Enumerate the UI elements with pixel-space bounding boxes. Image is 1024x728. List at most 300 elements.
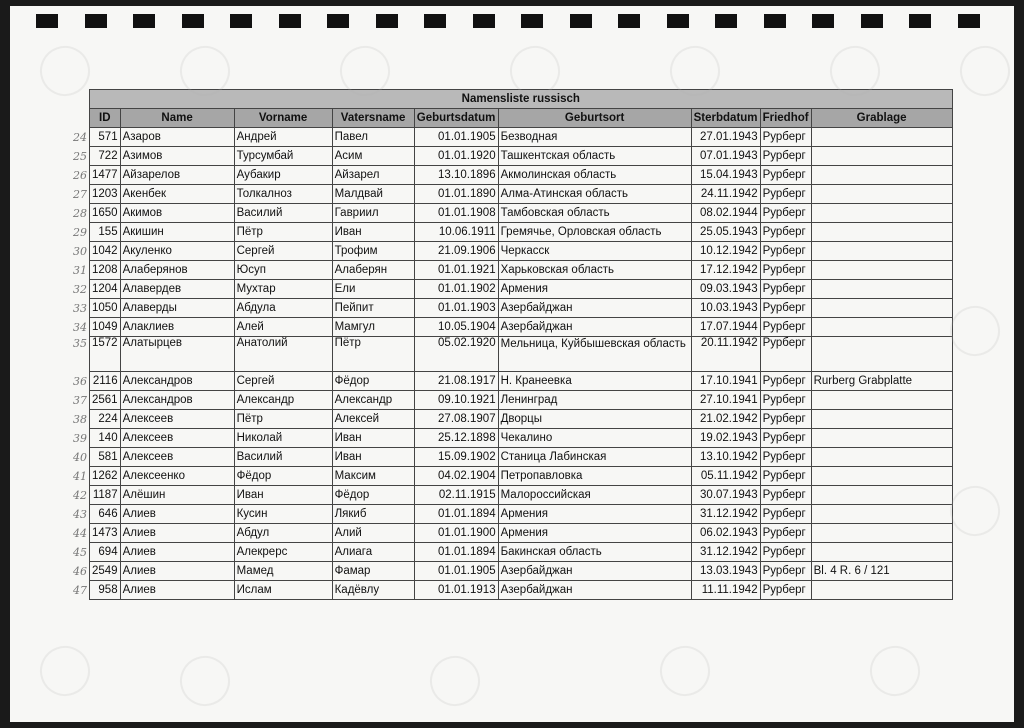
punch-hole [715, 14, 737, 28]
cell-name: Азимов [120, 147, 234, 166]
cell-vorname: Мухтар [234, 280, 332, 299]
handwritten-row-number: 24 [73, 130, 87, 144]
cell-vatersname: Малдвай [332, 185, 414, 204]
cell-grablage: Bl. 4 R. 6 / 121 [811, 562, 952, 581]
cell-friedhof: Рурберг [760, 128, 811, 147]
cell-geburtsort: Армения [498, 505, 691, 524]
cell-vatersname: Айзарел [332, 166, 414, 185]
cell-name: Азаров [120, 128, 234, 147]
table-row [71, 299, 952, 318]
cell-name: Акенбек [120, 185, 234, 204]
cell-geburtsort: Малороссийская [498, 486, 691, 505]
table-row [71, 524, 952, 543]
table-row [71, 372, 952, 391]
handwritten-row-number: 33 [73, 301, 87, 315]
cell-vorname: Александр [234, 391, 332, 410]
table-row [71, 486, 952, 505]
table-row [71, 581, 952, 600]
cell-grablage [811, 410, 952, 429]
cell-geburtsort: Чекалино [498, 429, 691, 448]
handwritten-row-number: 28 [73, 206, 87, 220]
handwritten-row-number: 30 [73, 244, 87, 258]
cell-id: 958 [90, 581, 121, 600]
cell-geburtsort: Акмолинская область [498, 166, 691, 185]
cell-friedhof: Рурберг [760, 524, 811, 543]
punch-hole [327, 14, 349, 28]
cell-geburtsdatum: 10.05.1904 [414, 318, 498, 337]
cell-id: 1049 [90, 318, 121, 337]
cell-vorname: Иван [234, 486, 332, 505]
punch-hole [85, 14, 107, 28]
cell-id: 224 [90, 410, 121, 429]
cell-grablage [811, 204, 952, 223]
cell-vorname: Николай [234, 429, 332, 448]
cell-sterbdatum: 17.12.1942 [691, 261, 760, 280]
cell-vorname: Фёдор [234, 467, 332, 486]
cell-sterbdatum: 11.11.1942 [691, 581, 760, 600]
punch-hole [958, 14, 980, 28]
handwritten-row-number: 46 [73, 564, 87, 578]
col-header-vatersname: Vatersname [332, 109, 414, 128]
cell-id: 1203 [90, 185, 121, 204]
cell-vorname: Абдул [234, 524, 332, 543]
cell-friedhof: Рурберг [760, 429, 811, 448]
cell-friedhof: Рурберг [760, 337, 811, 372]
cell-geburtsdatum: 01.01.1908 [414, 204, 498, 223]
cell-vatersname: Максим [332, 467, 414, 486]
names-table [71, 89, 953, 600]
cell-geburtsort: Станица Лабинская [498, 448, 691, 467]
punch-hole [36, 14, 58, 28]
cell-vorname: Василий [234, 448, 332, 467]
watermark-stamp [33, 639, 97, 703]
table-row [71, 448, 952, 467]
table-row [71, 242, 952, 261]
col-header-name: Name [120, 109, 234, 128]
cell-name: Алексеев [120, 448, 234, 467]
cell-vatersname: Гавриил [332, 204, 414, 223]
scanned-page [10, 6, 1014, 722]
cell-geburtsort: Петропавловка [498, 467, 691, 486]
cell-grablage [811, 147, 952, 166]
cell-grablage [811, 166, 952, 185]
table-row [71, 166, 952, 185]
cell-vorname: Мамед [234, 562, 332, 581]
cell-friedhof: Рурберг [760, 410, 811, 429]
punch-hole [909, 14, 931, 28]
cell-geburtsdatum: 01.01.1890 [414, 185, 498, 204]
cell-geburtsdatum: 25.12.1898 [414, 429, 498, 448]
cell-id: 571 [90, 128, 121, 147]
cell-geburtsort: Азербайджан [498, 299, 691, 318]
cell-geburtsdatum: 01.01.1905 [414, 128, 498, 147]
cell-name: Алаклиев [120, 318, 234, 337]
cell-geburtsort: Алма-Атинская область [498, 185, 691, 204]
cell-friedhof: Рурберг [760, 166, 811, 185]
cell-friedhof: Рурберг [760, 448, 811, 467]
watermark-stamp [863, 639, 927, 703]
cell-id: 1650 [90, 204, 121, 223]
punch-hole [473, 14, 495, 28]
cell-sterbdatum: 31.12.1942 [691, 543, 760, 562]
handwritten-row-number: 36 [73, 374, 87, 388]
cell-vorname: Андрей [234, 128, 332, 147]
cell-id: 2116 [90, 372, 121, 391]
cell-name: Акишин [120, 223, 234, 242]
cell-sterbdatum: 07.01.1943 [691, 147, 760, 166]
cell-id: 2549 [90, 562, 121, 581]
cell-id: 1572 [90, 337, 121, 372]
cell-geburtsdatum: 01.01.1921 [414, 261, 498, 280]
cell-friedhof: Рурберг [760, 242, 811, 261]
col-header-id: ID [90, 109, 121, 128]
cell-geburtsort: Армения [498, 280, 691, 299]
cell-id: 140 [90, 429, 121, 448]
cell-geburtsort: Бакинская область [498, 543, 691, 562]
cell-sterbdatum: 25.05.1943 [691, 223, 760, 242]
col-header-grablage: Grablage [811, 109, 952, 128]
handwritten-row-number: 35 [73, 336, 87, 350]
table-row [71, 505, 952, 524]
cell-grablage [811, 318, 952, 337]
table-row [71, 318, 952, 337]
cell-friedhof: Рурберг [760, 505, 811, 524]
cell-geburtsdatum: 01.01.1900 [414, 524, 498, 543]
cell-grablage [811, 524, 952, 543]
table-row [71, 391, 952, 410]
cell-vorname: Алей [234, 318, 332, 337]
cell-id: 155 [90, 223, 121, 242]
cell-friedhof: Рурберг [760, 543, 811, 562]
table-row [71, 147, 952, 166]
cell-friedhof: Рурберг [760, 280, 811, 299]
cell-id: 1477 [90, 166, 121, 185]
cell-friedhof: Рурберг [760, 318, 811, 337]
cell-vatersname: Лякиб [332, 505, 414, 524]
cell-vorname: Юсуп [234, 261, 332, 280]
cell-grablage [811, 223, 952, 242]
cell-geburtsdatum: 09.10.1921 [414, 391, 498, 410]
cell-name: Алатырцев [120, 337, 234, 372]
cell-sterbdatum: 13.10.1942 [691, 448, 760, 467]
handwritten-row-number: 39 [73, 431, 87, 445]
cell-geburtsdatum: 13.10.1896 [414, 166, 498, 185]
cell-geburtsdatum: 21.08.1917 [414, 372, 498, 391]
cell-geburtsdatum: 21.09.1906 [414, 242, 498, 261]
cell-name: Алиев [120, 505, 234, 524]
cell-geburtsdatum: 15.09.1902 [414, 448, 498, 467]
cell-vatersname: Трофим [332, 242, 414, 261]
cell-grablage [811, 543, 952, 562]
handwritten-row-number: 26 [73, 168, 87, 182]
cell-friedhof: Рурберг [760, 204, 811, 223]
cell-sterbdatum: 27.10.1941 [691, 391, 760, 410]
cell-name: Алёшин [120, 486, 234, 505]
handwritten-row-number: 41 [73, 469, 87, 483]
punch-hole [279, 14, 301, 28]
cell-vorname: Ислам [234, 581, 332, 600]
punch-hole [667, 14, 689, 28]
handwritten-row-number: 43 [73, 507, 87, 521]
cell-grablage [811, 467, 952, 486]
table-row [71, 261, 952, 280]
table-row [71, 543, 952, 562]
cell-id: 1187 [90, 486, 121, 505]
cell-grablage [811, 299, 952, 318]
cell-geburtsdatum: 01.01.1894 [414, 543, 498, 562]
cell-geburtsort: Ленинград [498, 391, 691, 410]
cell-grablage: Rurberg Grabplatte [811, 372, 952, 391]
cell-id: 1204 [90, 280, 121, 299]
cell-geburtsort: Черкасск [498, 242, 691, 261]
cell-grablage [811, 581, 952, 600]
cell-grablage [811, 448, 952, 467]
cell-friedhof: Рурберг [760, 299, 811, 318]
punch-hole [521, 14, 543, 28]
cell-vatersname: Алаберян [332, 261, 414, 280]
cell-sterbdatum: 13.03.1943 [691, 562, 760, 581]
cell-vatersname: Пейпит [332, 299, 414, 318]
cell-vatersname: Кадёвлу [332, 581, 414, 600]
cell-grablage [811, 280, 952, 299]
table-row [71, 562, 952, 581]
cell-id: 1208 [90, 261, 121, 280]
cell-name: Алиев [120, 581, 234, 600]
cell-grablage [811, 337, 952, 372]
cell-id: 1042 [90, 242, 121, 261]
handwritten-row-number: 40 [73, 450, 87, 464]
cell-geburtsort: Харьковская область [498, 261, 691, 280]
handwritten-row-number: 47 [73, 583, 87, 597]
cell-sterbdatum: 21.02.1942 [691, 410, 760, 429]
cell-vorname: Пётр [234, 223, 332, 242]
cell-name: Алиев [120, 562, 234, 581]
cell-id: 646 [90, 505, 121, 524]
cell-grablage [811, 486, 952, 505]
table-row [71, 429, 952, 448]
table-row [71, 185, 952, 204]
punch-hole [764, 14, 786, 28]
handwritten-row-number: 29 [73, 225, 87, 239]
handwritten-row-number: 27 [73, 187, 87, 201]
cell-sterbdatum: 31.12.1942 [691, 505, 760, 524]
punch-hole [570, 14, 592, 28]
table-row [71, 204, 952, 223]
cell-name: Акимов [120, 204, 234, 223]
cell-geburtsdatum: 01.01.1905 [414, 562, 498, 581]
cell-vatersname: Пётр [332, 337, 414, 372]
table-row [71, 223, 952, 242]
cell-sterbdatum: 10.12.1942 [691, 242, 760, 261]
cell-id: 2561 [90, 391, 121, 410]
cell-geburtsort: Н. Кранеевка [498, 372, 691, 391]
cell-sterbdatum: 17.10.1941 [691, 372, 760, 391]
col-header-geburtsort: Geburtsort [498, 109, 691, 128]
table-title: Namensliste russisch [90, 90, 953, 109]
col-header-vorname: Vorname [234, 109, 332, 128]
cell-geburtsdatum: 04.02.1904 [414, 467, 498, 486]
cell-geburtsort: Ташкентская область [498, 147, 691, 166]
punch-holes [10, 14, 1014, 28]
cell-name: Алексеев [120, 410, 234, 429]
cell-grablage [811, 261, 952, 280]
cell-friedhof: Рурберг [760, 562, 811, 581]
table-row [71, 128, 952, 147]
cell-name: Алавердев [120, 280, 234, 299]
cell-geburtsort: Безводная [498, 128, 691, 147]
cell-sterbdatum: 20.11.1942 [691, 337, 760, 372]
cell-id: 694 [90, 543, 121, 562]
cell-name: Алиев [120, 543, 234, 562]
cell-geburtsort: Тамбовская область [498, 204, 691, 223]
cell-vatersname: Фёдор [332, 486, 414, 505]
handwritten-row-number: 42 [73, 488, 87, 502]
cell-grablage [811, 391, 952, 410]
cell-geburtsort: Гремячье, Орловская область [498, 223, 691, 242]
cell-sterbdatum: 06.02.1943 [691, 524, 760, 543]
watermark-stamp [173, 649, 237, 713]
punch-hole [812, 14, 834, 28]
cell-id: 1473 [90, 524, 121, 543]
cell-geburtsdatum: 02.11.1915 [414, 486, 498, 505]
table-row [71, 467, 952, 486]
cell-sterbdatum: 27.01.1943 [691, 128, 760, 147]
cell-vorname: Кусин [234, 505, 332, 524]
cell-geburtsdatum: 10.06.1911 [414, 223, 498, 242]
cell-name: Алексеенко [120, 467, 234, 486]
cell-vorname: Абдула [234, 299, 332, 318]
cell-vatersname: Алиага [332, 543, 414, 562]
handwritten-row-number: 25 [73, 149, 87, 163]
cell-id: 581 [90, 448, 121, 467]
cell-geburtsdatum: 01.01.1913 [414, 581, 498, 600]
cell-vatersname: Иван [332, 223, 414, 242]
cell-friedhof: Рурберг [760, 486, 811, 505]
col-header-sterbdatum: Sterbdatum [691, 109, 760, 128]
cell-geburtsort: Азербайджан [498, 581, 691, 600]
punch-hole [424, 14, 446, 28]
table-row [71, 280, 952, 299]
cell-geburtsort: Дворцы [498, 410, 691, 429]
cell-grablage [811, 505, 952, 524]
cell-vorname: Пётр [234, 410, 332, 429]
cell-sterbdatum: 17.07.1944 [691, 318, 760, 337]
cell-name: Алиев [120, 524, 234, 543]
cell-sterbdatum: 08.02.1944 [691, 204, 760, 223]
handwritten-row-number: 32 [73, 282, 87, 296]
cell-name: Алексеев [120, 429, 234, 448]
cell-vatersname: Алий [332, 524, 414, 543]
cell-grablage [811, 429, 952, 448]
cell-geburtsdatum: 05.02.1920 [414, 337, 498, 372]
cell-geburtsdatum: 01.01.1903 [414, 299, 498, 318]
cell-geburtsort: Азербайджан [498, 562, 691, 581]
watermark-stamp [653, 639, 717, 703]
cell-vatersname: Фамар [332, 562, 414, 581]
cell-geburtsdatum: 01.01.1894 [414, 505, 498, 524]
cell-sterbdatum: 15.04.1943 [691, 166, 760, 185]
cell-grablage [811, 242, 952, 261]
cell-vorname: Аубакир [234, 166, 332, 185]
cell-vorname: Василий [234, 204, 332, 223]
cell-name: Айзарелов [120, 166, 234, 185]
punch-hole [133, 14, 155, 28]
punch-hole [861, 14, 883, 28]
cell-id: 1050 [90, 299, 121, 318]
cell-friedhof: Рурберг [760, 467, 811, 486]
cell-geburtsdatum: 27.08.1907 [414, 410, 498, 429]
cell-vatersname: Фёдор [332, 372, 414, 391]
cell-friedhof: Рурберг [760, 391, 811, 410]
cell-grablage [811, 128, 952, 147]
cell-friedhof: Рурберг [760, 372, 811, 391]
cell-geburtsort: Азербайджан [498, 318, 691, 337]
cell-sterbdatum: 19.02.1943 [691, 429, 760, 448]
punch-hole [618, 14, 640, 28]
cell-vatersname: Асим [332, 147, 414, 166]
cell-vatersname: Александр [332, 391, 414, 410]
cell-name: Алаверды [120, 299, 234, 318]
cell-id: 722 [90, 147, 121, 166]
handwritten-row-number: 38 [73, 412, 87, 426]
cell-friedhof: Рурберг [760, 147, 811, 166]
cell-vatersname: Мамгул [332, 318, 414, 337]
table-row [71, 410, 952, 429]
cell-name: Александров [120, 391, 234, 410]
col-header-geburtsdatum: Geburtsdatum [414, 109, 498, 128]
handwritten-row-number: 34 [73, 320, 87, 334]
cell-friedhof: Рурберг [760, 185, 811, 204]
cell-vorname: Алекрерс [234, 543, 332, 562]
cell-geburtsort: Мельница, Куйбышевская область [498, 337, 691, 372]
watermark-stamp [953, 39, 1017, 103]
punch-hole [230, 14, 252, 28]
cell-name: Акуленко [120, 242, 234, 261]
col-header-friedhof: Friedhof [760, 109, 811, 128]
handwritten-row-number: 44 [73, 526, 87, 540]
cell-name: Алаберянов [120, 261, 234, 280]
cell-vatersname: Алексей [332, 410, 414, 429]
cell-vorname: Турсумбай [234, 147, 332, 166]
cell-vatersname: Иван [332, 448, 414, 467]
handwritten-row-number: 37 [73, 393, 87, 407]
table-row [71, 337, 952, 372]
handwritten-row-number: 45 [73, 545, 87, 559]
cell-id: 1262 [90, 467, 121, 486]
cell-friedhof: Рурберг [760, 261, 811, 280]
cell-sterbdatum: 10.03.1943 [691, 299, 760, 318]
cell-geburtsdatum: 01.01.1920 [414, 147, 498, 166]
cell-vorname: Сергей [234, 372, 332, 391]
cell-sterbdatum: 09.03.1943 [691, 280, 760, 299]
header-row [71, 109, 952, 128]
cell-geburtsort: Армения [498, 524, 691, 543]
punch-hole [376, 14, 398, 28]
cell-sterbdatum: 24.11.1942 [691, 185, 760, 204]
cell-vorname: Толкалноз [234, 185, 332, 204]
cell-friedhof: Рурберг [760, 581, 811, 600]
cell-vorname: Сергей [234, 242, 332, 261]
cell-sterbdatum: 05.11.1942 [691, 467, 760, 486]
watermark-stamp [423, 649, 487, 713]
punch-hole [182, 14, 204, 28]
cell-geburtsdatum: 01.01.1902 [414, 280, 498, 299]
cell-vatersname: Павел [332, 128, 414, 147]
handwritten-row-number: 31 [73, 263, 87, 277]
cell-name: Александров [120, 372, 234, 391]
cell-vorname: Анатолий [234, 337, 332, 372]
cell-friedhof: Рурберг [760, 223, 811, 242]
